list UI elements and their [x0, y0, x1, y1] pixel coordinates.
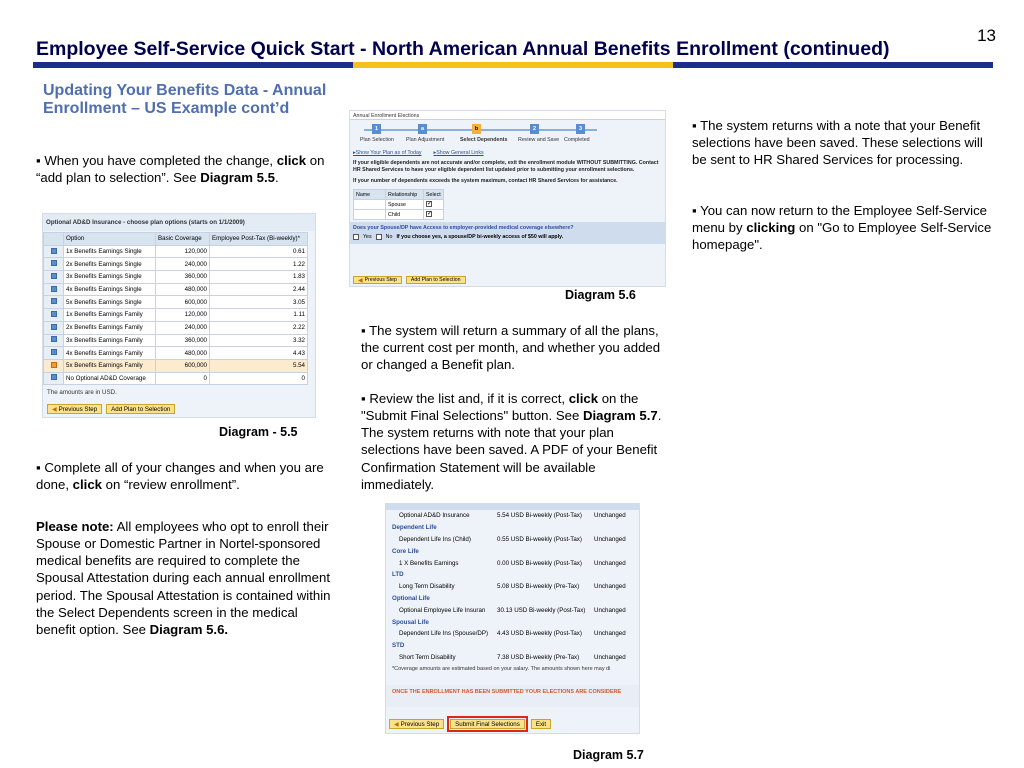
show-general-links-link[interactable]: ▸Show General Links: [433, 150, 484, 156]
table-row[interactable]: [44, 271, 308, 284]
plan-cost: 0.00 USD Bi-weekly (Post-Tax): [497, 559, 582, 567]
dependents-info-2: If your number of dependents exceeds the system maximum, contact HR Shared Services for assistance.: [353, 178, 618, 185]
left-paragraph-1: [36, 152, 331, 186]
table-row[interactable]: [44, 359, 308, 372]
button-label: Previous Step: [58, 405, 98, 413]
table-row[interactable]: [44, 347, 308, 360]
row-selector-cell[interactable]: [44, 334, 64, 347]
bullet: ▪: [36, 460, 41, 475]
cost-cell: 4.43: [210, 347, 308, 360]
row-selector-icon[interactable]: [51, 298, 57, 304]
plan-options-table: [43, 232, 308, 385]
row-selector-cell[interactable]: [44, 359, 64, 372]
option-cell: 3x Benefits Earnings Single: [64, 271, 156, 284]
coverage-cell: 240,000: [156, 321, 210, 334]
link-label: Show Your Plan as of Today: [355, 150, 422, 156]
previous-step-button[interactable]: [353, 276, 402, 284]
diagram-5-7-screenshot: [385, 503, 640, 734]
left-paragraph-2: [36, 459, 331, 493]
option-cell: 5x Benefits Earnings Single: [64, 296, 156, 309]
option-cell: 2x Benefits Earnings Family: [64, 321, 156, 334]
caption-diagram-5-7: Diagram 5.7: [573, 748, 644, 762]
dependents-table: [353, 189, 444, 220]
text-fragment: Please note:: [36, 519, 114, 534]
coverage-cell: 360,000: [156, 334, 210, 347]
title-underline-bar: [33, 62, 993, 68]
button-label: Add Plan to Selection: [111, 405, 171, 413]
button-label: Add Plan to Selection: [410, 277, 461, 283]
coverage-note: *Coverage amounts are estimated based on your salary. The amounts shown here may di: [392, 666, 611, 673]
plan-cost: 4.43 USD Bi-weekly (Post-Tax): [497, 630, 582, 638]
plan-summary-row: [386, 604, 639, 616]
plan-summary-row: [386, 628, 639, 640]
caption-diagram-5-6: Diagram 5.6: [565, 288, 636, 302]
row-selector-icon[interactable]: [51, 336, 57, 342]
row-selector-icon[interactable]: [51, 374, 57, 380]
plan-summary-row: [386, 652, 639, 664]
relationship-cell: Child: [386, 210, 424, 220]
plan-category-heading: STD: [392, 642, 405, 650]
plan-status: Unchanged: [594, 583, 626, 591]
text-fragment: on "Go to Employee Self-Service homepage".: [692, 220, 992, 253]
cost-cell: 2.44: [210, 283, 308, 296]
table-row[interactable]: [44, 334, 308, 347]
row-selector-icon[interactable]: [51, 324, 57, 330]
title-bar-segment-2: [353, 62, 673, 68]
diagram-55-header: Optional AD&D Insurance - choose plan options (starts on 1/1/2009): [43, 214, 315, 231]
row-selector-cell[interactable]: [44, 309, 64, 322]
text-fragment: When you have completed the change,: [44, 153, 277, 168]
name-cell: [354, 200, 386, 210]
plan-category-heading: LTD: [392, 571, 404, 579]
cost-cell: 1.11: [210, 309, 308, 322]
text-fragment: Diagram 5.6.: [149, 621, 229, 637]
button-label: Exit: [535, 720, 547, 728]
relationship-cell: Spouse: [386, 200, 424, 210]
previous-step-button[interactable]: [389, 719, 444, 729]
bullet: ▪: [692, 203, 697, 218]
roadmap-step[interactable]: b: [472, 124, 481, 134]
plan-status: Unchanged: [594, 630, 626, 638]
spouse-coverage-question: [350, 222, 665, 244]
coverage-cell: 600,000: [156, 359, 210, 372]
plan-cost: 5.08 USD Bi-weekly (Pre-Tax): [497, 583, 580, 591]
plan-name: Optional Employee Life Insuran: [399, 606, 486, 614]
row-selector-icon[interactable]: [51, 362, 57, 368]
row-selector-icon[interactable]: [51, 286, 57, 292]
text-fragment: click: [72, 477, 103, 493]
text-fragment: on “review enrollment”.: [102, 477, 240, 493]
bullet: ▪: [361, 391, 366, 406]
select-checkbox[interactable]: [426, 211, 432, 217]
cost-cell: 1.22: [210, 258, 308, 271]
row-selector-icon[interactable]: [51, 349, 57, 355]
coverage-cell: 120,000: [156, 245, 210, 258]
middle-paragraph-2: [361, 390, 671, 493]
header-cell: Option: [64, 233, 156, 246]
bullet: ▪: [692, 118, 697, 133]
plan-cost: 5.54 USD Bi-weekly (Post-Tax): [497, 512, 582, 520]
plan-status: Unchanged: [594, 535, 626, 543]
option-cell: 4x Benefits Earnings Single: [64, 283, 156, 296]
slide-title: Employee Self-Service Quick Start - North American Annual Benefits Enrollment (continued): [36, 38, 890, 60]
plan-status: Unchanged: [594, 559, 626, 567]
table-header-row: [354, 190, 444, 200]
row-selector-cell[interactable]: [44, 321, 64, 334]
previous-step-button[interactable]: [47, 404, 102, 414]
option-cell: 1x Benefits Earnings Single: [64, 245, 156, 258]
option-cell: 4x Benefits Earnings Family: [64, 347, 156, 360]
diagram-5-5-screenshot: [42, 213, 316, 418]
plan-summary-row: [386, 557, 639, 569]
plan-status: Unchanged: [594, 512, 626, 520]
roadmap-step[interactable]: 1: [372, 124, 381, 134]
no-checkbox[interactable]: [376, 234, 382, 240]
option-cell: 1x Benefits Earnings Family: [64, 309, 156, 322]
plan-summary-row: [386, 510, 639, 522]
header-cell: Name: [354, 190, 386, 200]
arrow-left-icon: ◀: [52, 406, 57, 413]
text-fragment: click: [276, 153, 307, 168]
plan-name: Dependent Life Ins (Spouse/DP): [399, 630, 489, 638]
option-cell: 2x Benefits Earnings Single: [64, 258, 156, 271]
text-fragment: on the "Submit Final Selections" button. See: [361, 391, 639, 424]
dependent-row: [354, 200, 444, 210]
plan-cost: 0.55 USD Bi-weekly (Post-Tax): [497, 535, 582, 543]
plan-status: Unchanged: [594, 653, 626, 661]
row-selector-icon[interactable]: [51, 273, 57, 279]
row-selector-cell[interactable]: [44, 283, 64, 296]
coverage-cell: 360,000: [156, 271, 210, 284]
header-cell: Employee Post-Tax (Bi-weekly)*: [210, 233, 308, 246]
text-fragment: The system returns with a note that your Benefit selections have been saved. These selections will be sent to HR Shared Services for processing.: [692, 118, 983, 168]
right-paragraph-1: [692, 117, 992, 168]
link-label: Show General Links: [436, 150, 484, 156]
table-row[interactable]: [44, 258, 308, 271]
page-number: 13: [977, 26, 996, 45]
option-label: No: [385, 234, 393, 241]
plan-summary-row: [386, 581, 639, 593]
bullet: ▪: [361, 323, 366, 338]
cost-cell: 5.54: [210, 359, 308, 372]
table-row[interactable]: [44, 296, 308, 309]
table-row[interactable]: [44, 283, 308, 296]
roadmap-step-label: Plan Adjustment: [406, 137, 445, 143]
plan-name: Optional AD&D Insurance: [399, 512, 470, 520]
submit-final-selections-button[interactable]: [450, 719, 525, 729]
select-cell: [424, 200, 444, 210]
cost-cell: 2.22: [210, 321, 308, 334]
roadmap-step-label: Plan Selection: [360, 137, 394, 143]
text-fragment: Review the list and, if it is correct,: [369, 391, 569, 406]
row-selector-cell[interactable]: [44, 347, 64, 360]
cost-cell: 3.05: [210, 296, 308, 309]
roadmap-step-label: Review and Save: [518, 137, 560, 143]
plan-name: 1 X Benefits Earnings: [399, 559, 459, 567]
row-selector-cell[interactable]: [44, 372, 64, 385]
select-checkbox[interactable]: [426, 201, 432, 207]
roadmap-step[interactable]: a: [418, 124, 427, 134]
row-selector-cell[interactable]: [44, 245, 64, 258]
row-selector-cell[interactable]: [44, 258, 64, 271]
name-cell: [354, 210, 386, 220]
please-note-paragraph: [36, 518, 331, 638]
roadmap-step-label: Completed: [564, 137, 590, 143]
cost-cell: 0: [210, 372, 308, 385]
row-selector-cell[interactable]: [44, 271, 64, 284]
option-cell: No Optional AD&D Coverage: [64, 372, 156, 385]
header-cell: Select: [424, 190, 444, 200]
text-fragment: on “add plan to selection”. See: [36, 153, 325, 186]
right-paragraph-2: [692, 202, 992, 253]
row-selector-icon[interactable]: [51, 260, 57, 266]
option-cell: 5x Benefits Earnings Family: [64, 359, 156, 372]
header-cell: Relationship: [386, 190, 424, 200]
coverage-cell: 120,000: [156, 309, 210, 322]
text-fragment: You can now return to the Employee Self-Service menu by: [692, 203, 987, 236]
plan-name: Short Term Disability: [399, 653, 456, 661]
option-description: If you choose yes, a spouse/DP bi-weekly access of $50 will apply.: [396, 234, 564, 241]
submission-warning: ONCE THE ENROLLMENT HAS BEEN SUBMITTED YOUR ELECTIONS ARE CONSIDERE: [386, 685, 639, 707]
title-bar-segment-1: [33, 62, 353, 68]
plan-category-heading: Spousal Life: [392, 618, 429, 626]
option-label: Yes: [363, 234, 372, 241]
text-fragment: Diagram 5.7: [582, 408, 658, 424]
text-fragment: The system will return a summary of all the plans, the current cost per month, and whether you added or changed a Benefit plan.: [361, 323, 661, 373]
option-cell: 3x Benefits Earnings Family: [64, 334, 156, 347]
text-fragment: All employees who opt to enroll their Spouse or Domestic Partner in Nortel-sponsored medical benefits are required to complete the Spousal Attestation during each annual enrollment period. The Spousal Attestation is contained within the Select Dependents screen in the medical benefit option. See: [36, 519, 331, 637]
table-row[interactable]: [44, 245, 308, 258]
coverage-cell: 480,000: [156, 347, 210, 360]
enrollment-summary-list: [386, 510, 639, 663]
middle-paragraph-1: [361, 322, 671, 373]
button-label: Previous Step: [364, 277, 397, 283]
select-cell: [424, 210, 444, 220]
roadmap-step[interactable]: 3: [576, 124, 585, 134]
plan-category-heading: Core Life: [392, 547, 419, 555]
button-label: Submit Final Selections: [455, 720, 520, 728]
dependents-info-1: If your eligible dependents are not accurate and/or complete, exit the enrollment module WITHOUT SUBMITTING. Contact HR Shared Services to have your eligible dependent list updated prior to submitting your enrollment selections.: [353, 160, 659, 174]
plan-category-heading: Dependent Life: [392, 524, 437, 532]
table-row[interactable]: [44, 321, 308, 334]
show-plan-link[interactable]: ▸Show Your Plan as of Today: [353, 150, 422, 156]
text-fragment: clicking: [746, 220, 796, 236]
plan-category-heading: Optional Life: [392, 594, 430, 602]
plan-cost: 7.38 USD Bi-weekly (Pre-Tax): [497, 653, 580, 661]
text-fragment: .: [275, 170, 279, 186]
enrollment-step-roadmap: [350, 120, 665, 148]
add-plan-to-selection-button[interactable]: [406, 276, 466, 284]
row-selector-cell[interactable]: [44, 296, 64, 309]
text-fragment: Complete all of your changes and when you are done,: [36, 460, 324, 493]
button-label: Previous Step: [400, 720, 440, 728]
coverage-cell: 480,000: [156, 283, 210, 296]
arrow-left-icon: ◀: [358, 277, 363, 284]
question-text: Does your Spouse/DP have Access to employer-provided medical coverage elsewhere?: [353, 225, 574, 232]
section-subheading: Updating Your Benefits Data - Annual Enrollment – US Example cont’d: [43, 82, 327, 117]
text-fragment: click: [568, 391, 599, 406]
plan-status: Unchanged: [594, 606, 626, 614]
row-selector-icon[interactable]: [51, 311, 57, 317]
row-selector-icon[interactable]: [51, 248, 57, 254]
exit-button[interactable]: [531, 719, 551, 729]
plan-name: Dependent Life Ins (Child): [399, 535, 471, 543]
links-row: [350, 148, 665, 158]
coverage-cell: 0: [156, 372, 210, 385]
arrow-left-icon: ◀: [394, 721, 399, 728]
plan-cost: 30.13 USD Bi-weekly (Post-Tax): [497, 606, 586, 614]
roadmap-step[interactable]: 2: [530, 124, 539, 134]
cost-cell: 0.61: [210, 245, 308, 258]
header-cell: [44, 233, 64, 246]
table-row[interactable]: [44, 309, 308, 322]
text-fragment: . The system returns with note that your plan selections have been saved. A PDF of your Benefit Confirmation Statement will be available immediately.: [361, 408, 662, 492]
roadmap-step-label: Select Dependents: [460, 137, 508, 143]
title-bar-segment-3: [673, 62, 993, 68]
text-fragment: Diagram 5.5: [200, 170, 275, 186]
cost-cell: 1.83: [210, 271, 308, 284]
header-cell: Basic Coverage: [156, 233, 210, 246]
table-row[interactable]: [44, 372, 308, 385]
coverage-cell: 240,000: [156, 258, 210, 271]
dependent-row: [354, 210, 444, 220]
caption-diagram-5-5: Diagram - 5.5: [219, 425, 298, 439]
add-plan-to-selection-button[interactable]: [106, 404, 175, 414]
table-header-row: [44, 233, 308, 246]
diagram-56-top-label: Annual Enrollment Elections: [350, 111, 665, 120]
plan-summary-row: [386, 534, 639, 546]
diagram-5-6-screenshot: [349, 110, 666, 287]
coverage-cell: 600,000: [156, 296, 210, 309]
bullet: ▪: [36, 153, 41, 168]
plan-name: Long Term Disability: [399, 583, 455, 591]
amounts-note: The amounts are in USD.: [47, 389, 117, 397]
yes-checkbox[interactable]: [353, 234, 359, 240]
cost-cell: 3.32: [210, 334, 308, 347]
